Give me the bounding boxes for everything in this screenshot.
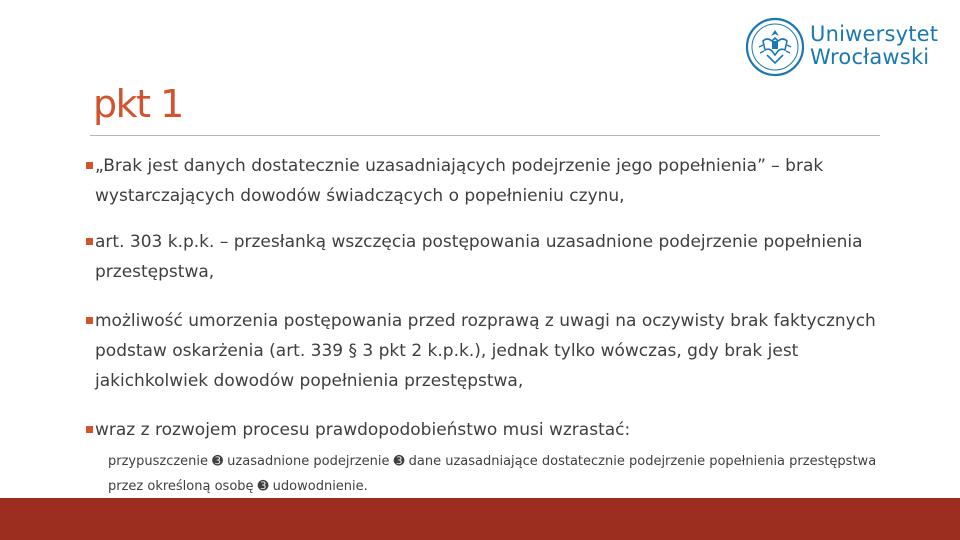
- bullet-item: [87, 415, 630, 445]
- slide-title: pkt 1: [93, 82, 183, 126]
- bullet-text: art. 303 k.p.k. – przesłanką wszczęcia postępowania uzasadnione podejrzenie popełnienia przestępstwa,: [95, 232, 863, 282]
- university-name-line2: Wrocławski: [810, 45, 930, 69]
- bullet-item: [87, 151, 907, 211]
- sub-point-text: przypuszczenie ➌ uzasadnione podejrzenie ➌ dane uzasadniające dostatecznie podejrzenie popełnienia przestępstwa przez określoną osobę ➌ udowodnienie.: [108, 454, 877, 494]
- bullet-item: [87, 227, 907, 287]
- university-name-line1: Uniwersytet: [810, 22, 939, 46]
- university-logo: [745, 17, 939, 79]
- title-divider: [90, 135, 880, 136]
- bullet-item: [87, 306, 907, 396]
- university-name: [810, 23, 938, 69]
- footer-bar: [0, 498, 960, 540]
- bullet-text: wraz z rozwojem procesu prawdopodobieństwo musi wzrastać:: [95, 420, 631, 440]
- bullet-text: możliwość umorzenia postępowania przed rozprawą z uwagi na oczywisty brak faktycznych podstaw oskarżenia (art. 339 § 3 pkt 2 k.p.k.), jednak tylko wówczas, gdy brak jest jakichkolwiek dowodów popełnienia przestępstwa,: [95, 311, 876, 391]
- bullet-text: „Brak jest danych dostatecznie uzasadniających podejrzenie jego popełnienia” – brak wystarczających dowodów świadczących o popełnieniu czynu,: [95, 156, 824, 206]
- square-bullet-icon: [86, 426, 93, 433]
- university-crest-icon: [745, 17, 805, 77]
- square-bullet-icon: [86, 162, 93, 169]
- square-bullet-icon: [86, 238, 93, 245]
- square-bullet-icon: [86, 317, 93, 324]
